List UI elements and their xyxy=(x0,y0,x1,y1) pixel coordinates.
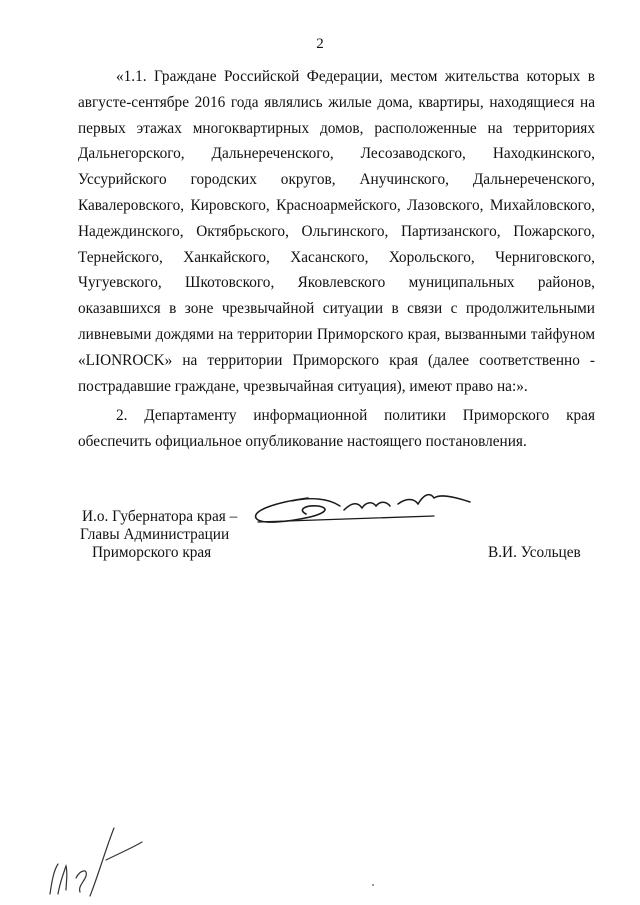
body-paragraph-1 xyxy=(78,64,595,399)
handwritten-signature xyxy=(248,484,478,540)
handwritten-initials xyxy=(36,818,146,898)
signatory-title xyxy=(80,508,237,562)
signatory-name: В.И. Усольцев xyxy=(488,544,581,561)
paragraph-text: «1.1. Граждане Российской Федерации, местом жительства которых в августе-сентябре 2016 года являлись жилые дома, квартиры, находящиеся на первых этажах многоквартирных домов, расположенные на территориях Дальнегорского, Дальнереченского, Лесозаводского, Находкинского, Уссурийского городских округов, Анучинского, Дальнереченского, Кавалеровского, Кировского, Красноармейского, Лазовского, Михайловского, Надеждинского, Октябрьского, Ольгинского, Партизанского, Пожарского, Тернейского, Ханкайского, Хасанского, Хорольского, Черниговского, Чугуевского, Шкотовского, Яковлевского муниципальных районов, оказавшихся в зоне чрезвычайной ситуации в связи с продолжительными ливневыми дождями на территории Приморского края, вызванными тайфуном «LIONROCK» на территории Приморского края (далее соответственно - пострадавшие граждане, чрезвычайная ситуация), имеют право на:». xyxy=(78,68,595,395)
scan-speck xyxy=(372,884,374,886)
body-paragraph-2 xyxy=(78,403,595,455)
signatory-title-line-3: Приморского края xyxy=(92,544,212,561)
signatory-title-line-2: Главы Администрации xyxy=(80,526,230,543)
page-number: 2 xyxy=(316,36,324,52)
signatory-title-line-1: И.о. Губернатора края – xyxy=(82,508,238,525)
paragraph-text: 2. Департаменту информационной политики Приморского края обеспечить официальное опубликование настоящего постановления. xyxy=(78,407,595,450)
